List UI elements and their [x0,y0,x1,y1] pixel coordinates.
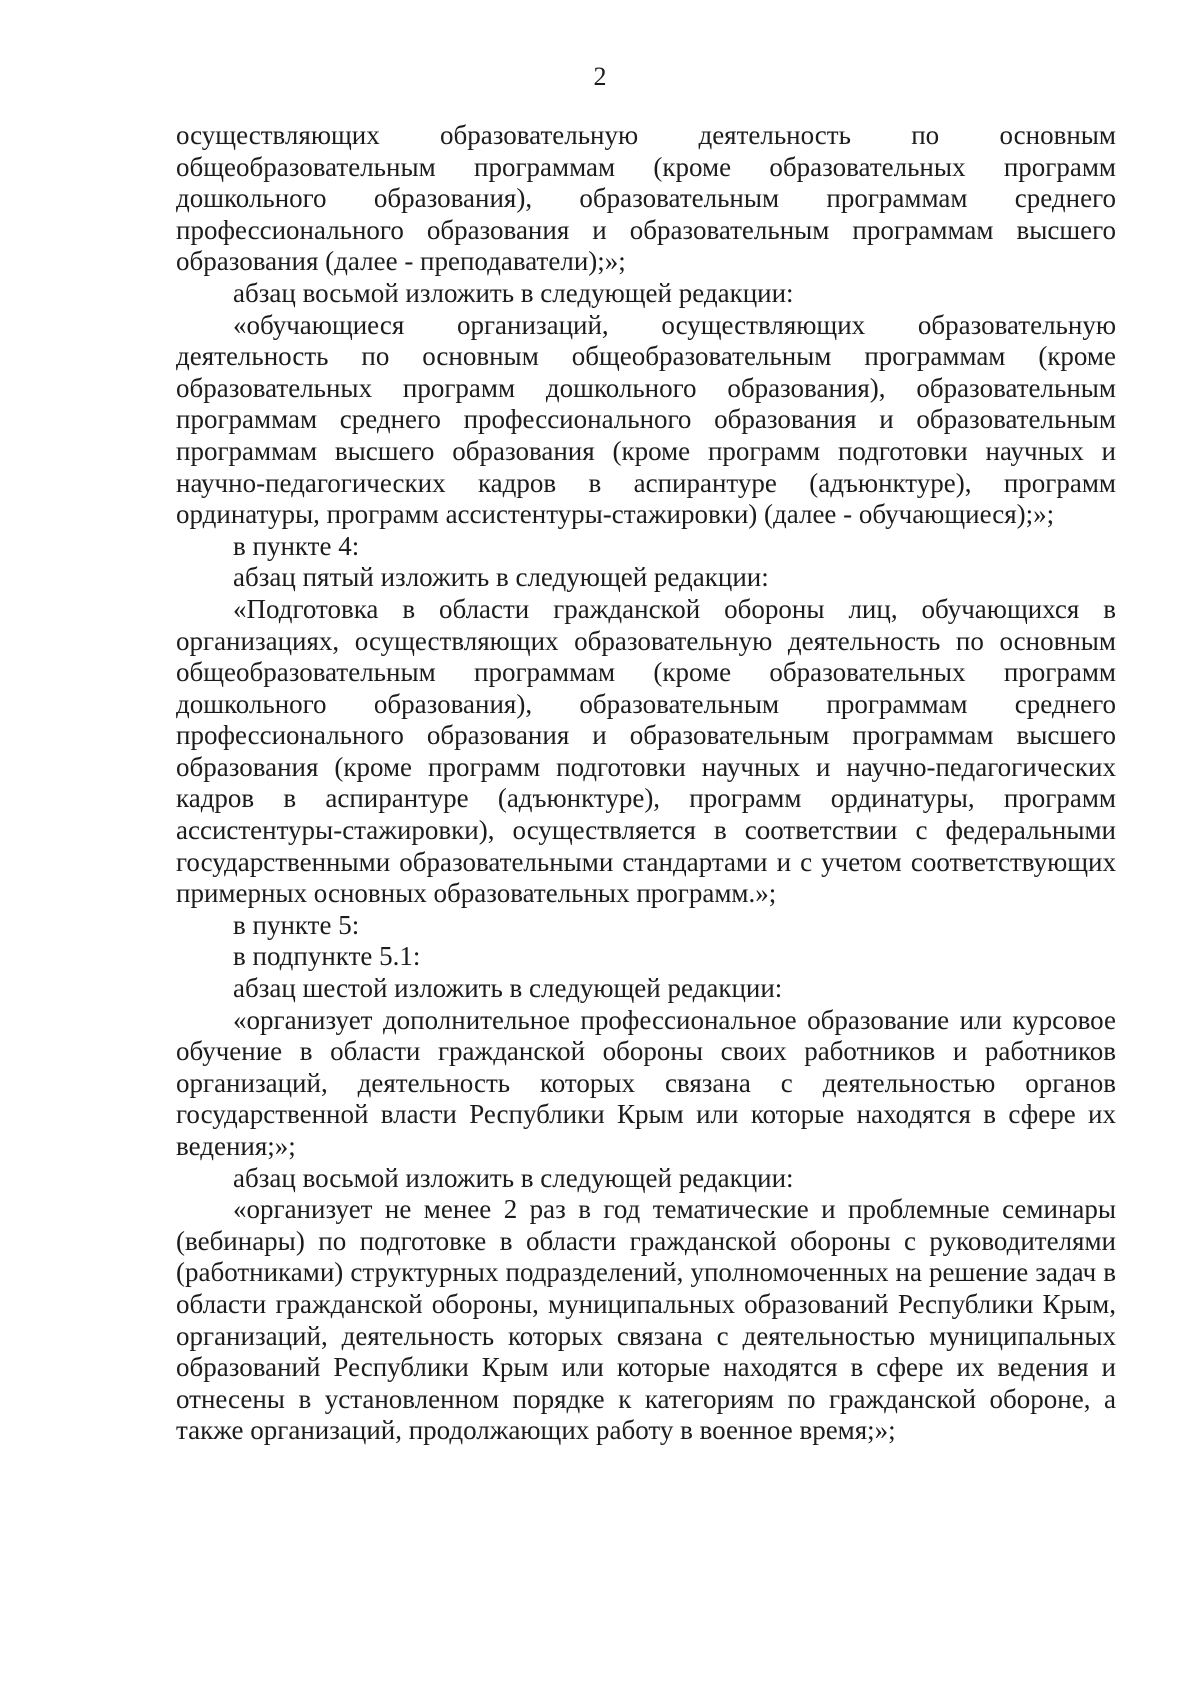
paragraph: абзац восьмой изложить в следующей редакции: [233,1162,794,1193]
paragraph: абзац восьмой изложить в следующей редакции: [233,277,794,308]
paragraph: осуществляющих образовательную деятельность по основным общеобразовательным программам (кроме образовательных программ дошкольного образования), образовательным программам среднего профессионального образования и образовательным программам высшего образования (далее - преподаватели);»; [176,120,1116,277]
page-number: 2 [593,62,607,91]
paragraph: «Подготовка в области гражданской обороны лиц, обучающихся в организациях, осуществляющих образовательную деятельность по основным общеобразовательным программам (кроме образовательных программ дошкольного образования), образовательным программам среднего профессионального образования и образовательным программам высшего образования (кроме программ подготовки научных и научно-педагогических кадров в аспирантуре (адъюнктуре), программ ординатуры, программ ассистентуры-стажировки), осуществляется в соответствии с федеральными государственными образовательными стандартами и с учетом соответствующих примерных основных образовательных программ.»; [176,593,1116,909]
document-body [176,120,1116,1447]
paragraph: в подпункте 5.1: [233,941,421,972]
paragraph: «организует не менее 2 раз в год тематические и проблемные семинары (вебинары) по подготовке в области гражданской обороны с руководителями (работниками) структурных подразделений, уполномоченных на решение задач в области гражданской обороны, муниципальных образований Республики Крым, организаций, деятельность которых связана с деятельностью муниципальных образований Республики Крым или которые находятся в сфере их ведения и отнесены в установленном порядке к категориям по гражданской обороне, а также организаций, продолжающих работу в военное время;»; [176,1194,1116,1446]
paragraph: «обучающиеся организаций, осуществляющих образовательную деятельность по основным общеобразовательным программам (кроме образовательных программ дошкольного образования), образовательным программам среднего профессионального образования и образовательным программам высшего образования (кроме программ подготовки научных и научно-педагогических кадров в аспирантуре (адъюнктуре), программ ординатуры, программ ассистентуры-стажировки) (далее - обучающиеся);»; [176,309,1116,530]
paragraph: в пункте 5: [233,909,360,940]
paragraph: «организует дополнительное профессиональное образование или курсовое обучение в области гражданской обороны своих работников и работников организаций, деятельность которых связана с деятельностью органов государственной власти Республики Крым или которые находятся в сфере их ведения;»; [176,1004,1116,1161]
paragraph: в пункте 4: [233,530,360,561]
paragraph: абзац шестой изложить в следующей редакции: [233,973,783,1004]
paragraph: абзац пятый изложить в следующей редакции: [233,562,769,593]
